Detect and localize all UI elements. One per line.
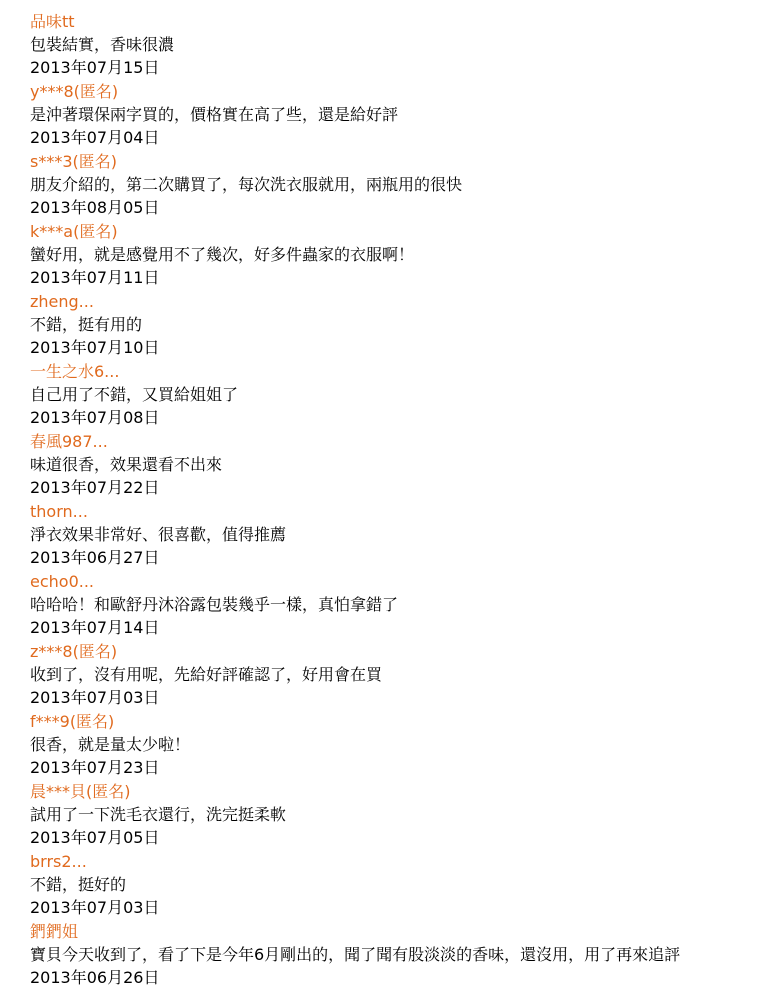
review-date: 2013年07月08日 (30, 408, 160, 427)
review-username: f***9(匿名) (30, 712, 115, 731)
review-item (30, 150, 770, 220)
review-comment: 朋友介紹的，第二次購買了，每次洗衣服就用，兩瓶用的很快 (30, 175, 463, 194)
review-username: thorn... (30, 502, 88, 521)
review-comment: 很香，就是量太少啦！ (30, 735, 191, 754)
review-date: 2013年07月14日 (30, 618, 160, 637)
review-username: echo0... (30, 572, 95, 591)
review-date: 2013年07月11日 (30, 268, 160, 287)
review-item (30, 430, 770, 500)
review-comment: 包裝結實，香味很濃 (30, 35, 175, 54)
review-comment: 淨衣效果非常好、很喜歡，值得推薦 (30, 525, 287, 544)
review-username: 品味tt (30, 12, 75, 31)
review-date: 2013年07月05日 (30, 828, 160, 847)
review-list (30, 10, 770, 990)
review-date: 2013年07月22日 (30, 478, 160, 497)
review-date: 2013年06月27日 (30, 548, 160, 567)
review-comment: 哈哈哈！和歐舒丹沐浴露包裝幾乎一樣，真怕拿錯了 (30, 595, 399, 614)
review-username: z***8(匿名) (30, 642, 118, 661)
review-item (30, 10, 770, 80)
review-date: 2013年06月26日 (30, 968, 160, 987)
review-date: 2013年07月23日 (30, 758, 160, 777)
review-username: zheng... (30, 292, 94, 311)
review-item (30, 80, 770, 150)
review-date: 2013年08月05日 (30, 198, 160, 217)
review-username: 一生之水6... (30, 362, 120, 381)
review-date: 2013年07月15日 (30, 58, 160, 77)
review-comment: 蠻好用，就是感覺用不了幾次，好多件蟲家的衣服啊！ (30, 245, 415, 264)
review-username: 晨***貝(匿名) (30, 782, 131, 801)
review-item (30, 850, 770, 920)
review-username: k***a(匿名) (30, 222, 118, 241)
review-username: y***8(匿名) (30, 82, 119, 101)
review-comment: 收到了，沒有用呢，先給好評確認了，好用會在買 (30, 665, 383, 684)
review-item (30, 640, 770, 710)
review-item (30, 290, 770, 360)
review-item (30, 570, 770, 640)
review-date: 2013年07月03日 (30, 898, 160, 917)
review-comment: 不錯，挺有用的 (30, 315, 143, 334)
review-item (30, 710, 770, 780)
review-date: 2013年07月04日 (30, 128, 160, 147)
review-date: 2013年07月10日 (30, 338, 160, 357)
review-comment: 寶貝今天收到了，看了下是今年6月剛出的，聞了聞有股淡淡的香味，還沒用，用了再來追評 (30, 945, 681, 964)
review-username: brrs2... (30, 852, 87, 871)
review-username: 春風987... (30, 432, 108, 451)
review-item (30, 360, 770, 430)
review-comment: 是沖著環保兩字買的，價格實在高了些，還是給好評 (30, 105, 399, 124)
review-item (30, 220, 770, 290)
review-date: 2013年07月03日 (30, 688, 160, 707)
review-comment: 試用了一下洗毛衣還行，洗完挺柔軟 (30, 805, 287, 824)
review-username: s***3(匿名) (30, 152, 118, 171)
review-comment: 不錯，挺好的 (30, 875, 127, 894)
review-item (30, 780, 770, 850)
review-item (30, 500, 770, 570)
review-item (30, 920, 770, 990)
review-username: 鍆鍆姐 (30, 922, 79, 941)
review-comment: 自己用了不錯，又買給姐姐了 (30, 385, 239, 404)
review-comment: 味道很香，效果還看不出來 (30, 455, 223, 474)
